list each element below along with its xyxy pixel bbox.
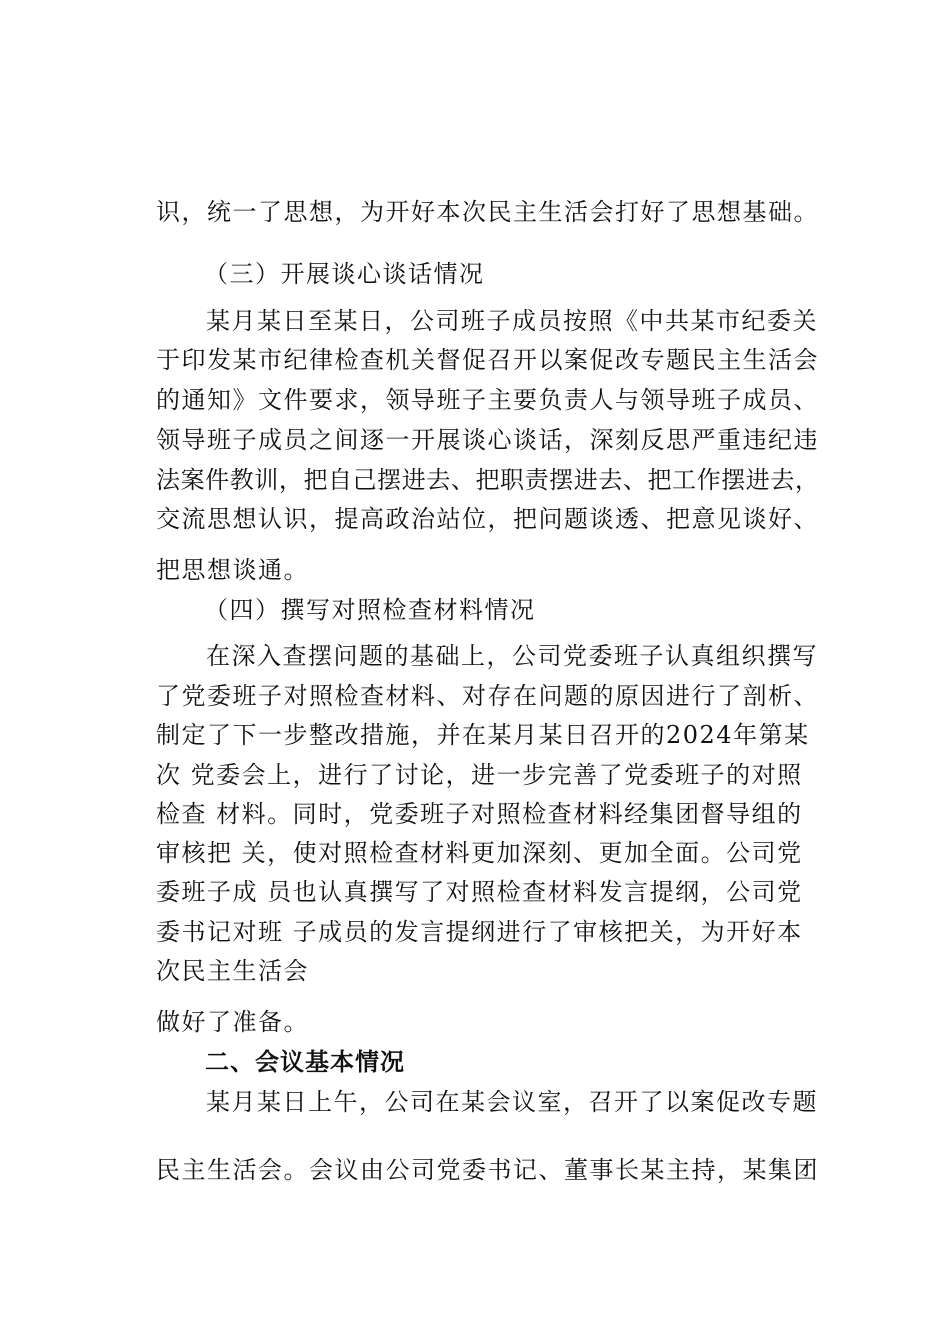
paragraph-line: 于印发某市纪律检查机关督促召开以案促改专题民主生活会 (156, 346, 819, 374)
paragraph-line: 次民主生活会 (156, 957, 309, 985)
paragraph-line: 委书记对班 子成员的发言提纲进行了审核把关，为开好本 (156, 918, 803, 946)
paragraph-line: 次 党委会上，进行了讨论，进一步完善了党委班子的对照 (156, 761, 803, 789)
paragraph-line: 在深入查摆问题的基础上，公司党委班子认真组织撰写 (206, 642, 818, 670)
paragraph-line: 把思想谈通。 (156, 556, 309, 584)
section-heading-3: （三）开展谈心谈话情况 (204, 260, 485, 288)
paragraph-line: 审核把 关，使对照检查材料更加深刻、更加全面。公司党 (156, 839, 803, 867)
paragraph-line: 委班子成 员也认真撰写了对照检查材料发言提纲，公司党 (156, 878, 803, 906)
paragraph-line: 领导班子成员之间逐一开展谈心谈话，深刻反思严重违纪违 (156, 426, 819, 454)
paragraph-line: 民主生活会。会议由公司党委书记、董事长某主持，某集团 (156, 1156, 819, 1184)
section-heading-2: 二、会议基本情况 (205, 1048, 405, 1076)
paragraph-line: 识，统一了思想，为开好本次民主生活会打好了思想基础。 (156, 198, 819, 226)
section-heading-4: （四）撰写对照检查材料情况 (204, 596, 536, 624)
paragraph-line: 某月某日上午，公司在某会议室，召开了以案促改专题 (206, 1088, 818, 1116)
paragraph-line: 制定了下一步整改措施，并在某月某日召开的2024年第某 (156, 721, 810, 749)
paragraph-line: 法案件教训，把自己摆进去、把职责摆进去、把工作摆进去， (156, 466, 820, 494)
paragraph-line: 了党委班子对照检查材料、对存在问题的原因进行了剖析、 (156, 682, 819, 710)
paragraph-line: 的通知》文件要求，领导班子主要负责人与领导班子成员、 (156, 386, 819, 414)
paragraph-line: 某月某日至某日，公司班子成员按照《中共某市纪委关 (206, 307, 818, 335)
paragraph-line: 检查 材料。同时，党委班子对照检查材料经集团督导组的 (156, 800, 803, 828)
paragraph-line: 交流思想认识，提高政治站位，把问题谈透、把意见谈好、 (156, 505, 819, 533)
paragraph-line: 做好了准备。 (156, 1008, 309, 1036)
